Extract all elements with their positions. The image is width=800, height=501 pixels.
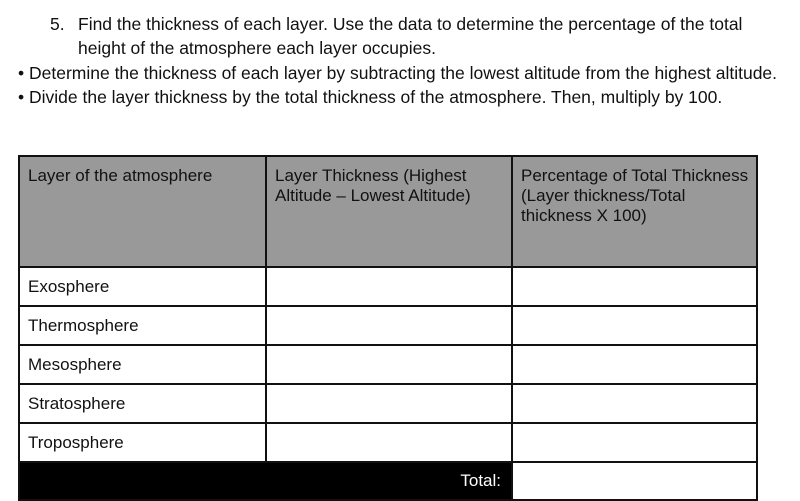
layer-name: Thermosphere bbox=[19, 306, 266, 345]
header-layer: Layer of the atmosphere bbox=[19, 156, 266, 267]
question-number: 5. bbox=[50, 14, 65, 34]
percentage-cell[interactable] bbox=[512, 345, 757, 384]
instruction-2: • Divide the layer thickness by the total thickness of the atmosphere. Then, multiply by 100. bbox=[18, 87, 723, 107]
percentage-cell[interactable] bbox=[512, 423, 757, 462]
layer-name: Troposphere bbox=[19, 423, 266, 462]
atmosphere-table bbox=[18, 155, 758, 501]
layer-name: Exosphere bbox=[19, 267, 266, 306]
header-percentage: Percentage of Total Thickness (Layer thickness/Total thickness X 100) bbox=[512, 156, 757, 267]
thickness-cell[interactable] bbox=[266, 384, 512, 423]
total-percentage-cell[interactable] bbox=[512, 462, 757, 500]
table-header-row bbox=[19, 156, 757, 267]
thickness-cell[interactable] bbox=[266, 267, 512, 306]
thickness-cell[interactable] bbox=[266, 345, 512, 384]
percentage-cell[interactable] bbox=[512, 384, 757, 423]
question-text: Find the thickness of each layer. Use the data to determine the percentage of the total height of the atmosphere each layer occupies. bbox=[78, 14, 743, 58]
instruction-1: • Determine the thickness of each layer by subtracting the lowest altitude from the highest altitude. bbox=[18, 63, 778, 83]
thickness-cell[interactable] bbox=[266, 423, 512, 462]
table-row bbox=[19, 267, 757, 306]
layer-name: Mesosphere bbox=[19, 345, 266, 384]
table-row bbox=[19, 345, 757, 384]
thickness-cell[interactable] bbox=[266, 306, 512, 345]
total-label: Total: bbox=[19, 462, 512, 500]
layer-name: Stratosphere bbox=[19, 384, 266, 423]
instructions bbox=[18, 61, 788, 109]
percentage-cell[interactable] bbox=[512, 306, 757, 345]
percentage-cell[interactable] bbox=[512, 267, 757, 306]
table-row bbox=[19, 423, 757, 462]
header-thickness: Layer Thickness (Highest Altitude – Lowest Altitude) bbox=[266, 156, 512, 267]
total-row bbox=[19, 462, 757, 500]
table-row bbox=[19, 384, 757, 423]
table-row bbox=[19, 306, 757, 345]
